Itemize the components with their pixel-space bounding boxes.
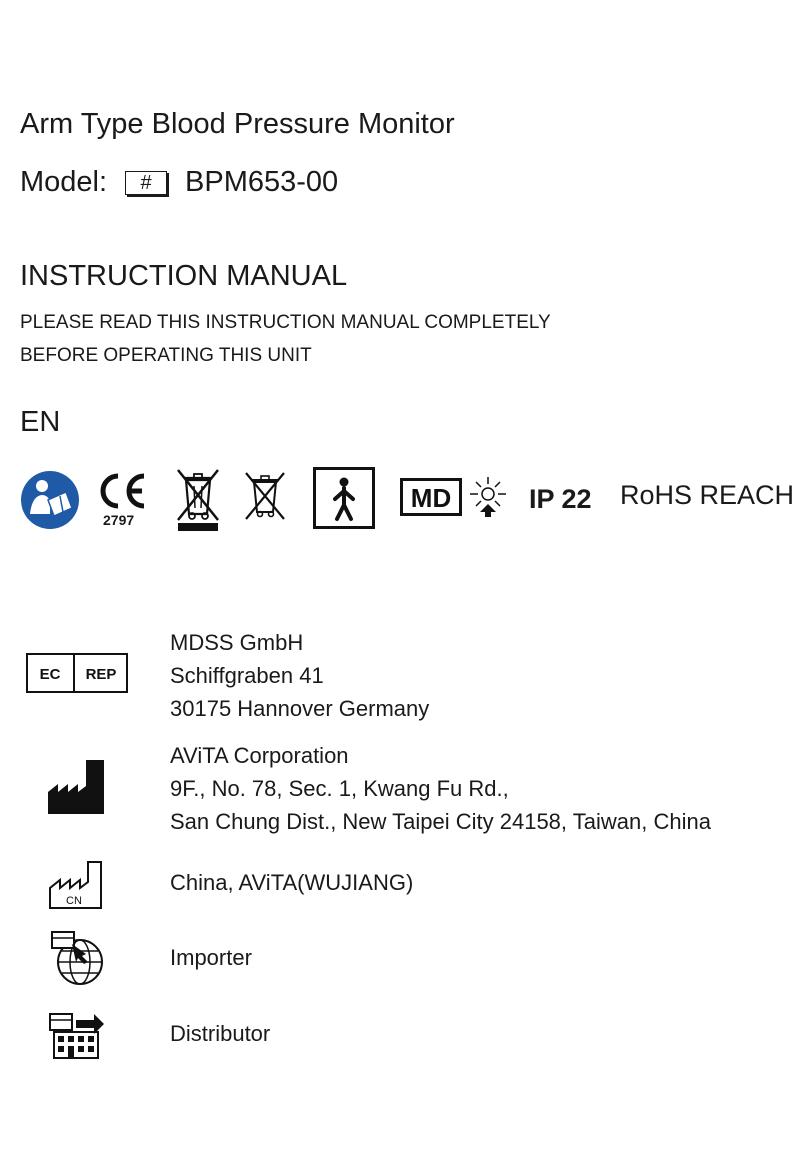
ec-rep-address	[170, 626, 429, 725]
ec-rep-city: 30175 Hannover Germany	[170, 696, 430, 721]
language-code: EN	[20, 406, 61, 438]
type-bf-applied-part-icon	[313, 467, 375, 529]
instruction-line-1: PLEASE READ THIS INSTRUCTION MANUAL COMPLETELY	[20, 312, 551, 333]
manufacturer-line-2: San Chung Dist., New Taipei City 24158, Taiwan, China	[170, 809, 711, 834]
instruction-line-2: BEFORE OPERATING THIS UNIT	[20, 345, 312, 366]
manufacturer-icon	[48, 760, 104, 814]
model-line	[20, 166, 338, 199]
ec-rep-street: Schiffgraben 41	[170, 663, 324, 688]
ce-mark-icon	[94, 470, 150, 510]
read-manual-icon	[20, 470, 80, 530]
manufacturer-address	[170, 739, 711, 838]
distributor-label: Distributor	[170, 1021, 271, 1046]
ec-label: EC	[39, 666, 61, 683]
keep-away-from-sunlight-icon	[466, 474, 510, 518]
ip-rating: IP 22	[529, 484, 592, 514]
importer-label: Importer	[170, 945, 252, 970]
compliance-marks: RoHS REACH	[620, 480, 795, 510]
medical-device-icon	[400, 478, 462, 516]
battery-disposal-icon	[243, 470, 287, 522]
manufacture-country: China, AViTA(WUJIANG)	[170, 870, 414, 895]
manual-title: INSTRUCTION MANUAL	[20, 260, 348, 292]
ec-rep-icon	[26, 653, 128, 693]
model-label: Model:	[20, 166, 108, 198]
model-number-symbol: #	[125, 171, 167, 195]
country-of-manufacture-icon	[48, 860, 104, 910]
ce-number: 2797	[103, 512, 135, 528]
importer-icon	[50, 930, 106, 986]
product-name: Arm Type Blood Pressure Monitor	[20, 108, 455, 140]
cn-label: CN	[66, 895, 82, 907]
model-number: BPM653-00	[185, 166, 339, 198]
manufacturer-line-1: 9F., No. 78, Sec. 1, Kwang Fu Rd.,	[170, 776, 509, 801]
md-label: MD	[410, 483, 452, 513]
ec-rep-name: MDSS GmbH	[170, 630, 304, 655]
manufacturer-name: AViTA Corporation	[170, 743, 349, 768]
distributor-icon	[48, 1006, 106, 1060]
weee-bin-icon	[174, 466, 222, 532]
rep-label: REP	[85, 666, 117, 683]
